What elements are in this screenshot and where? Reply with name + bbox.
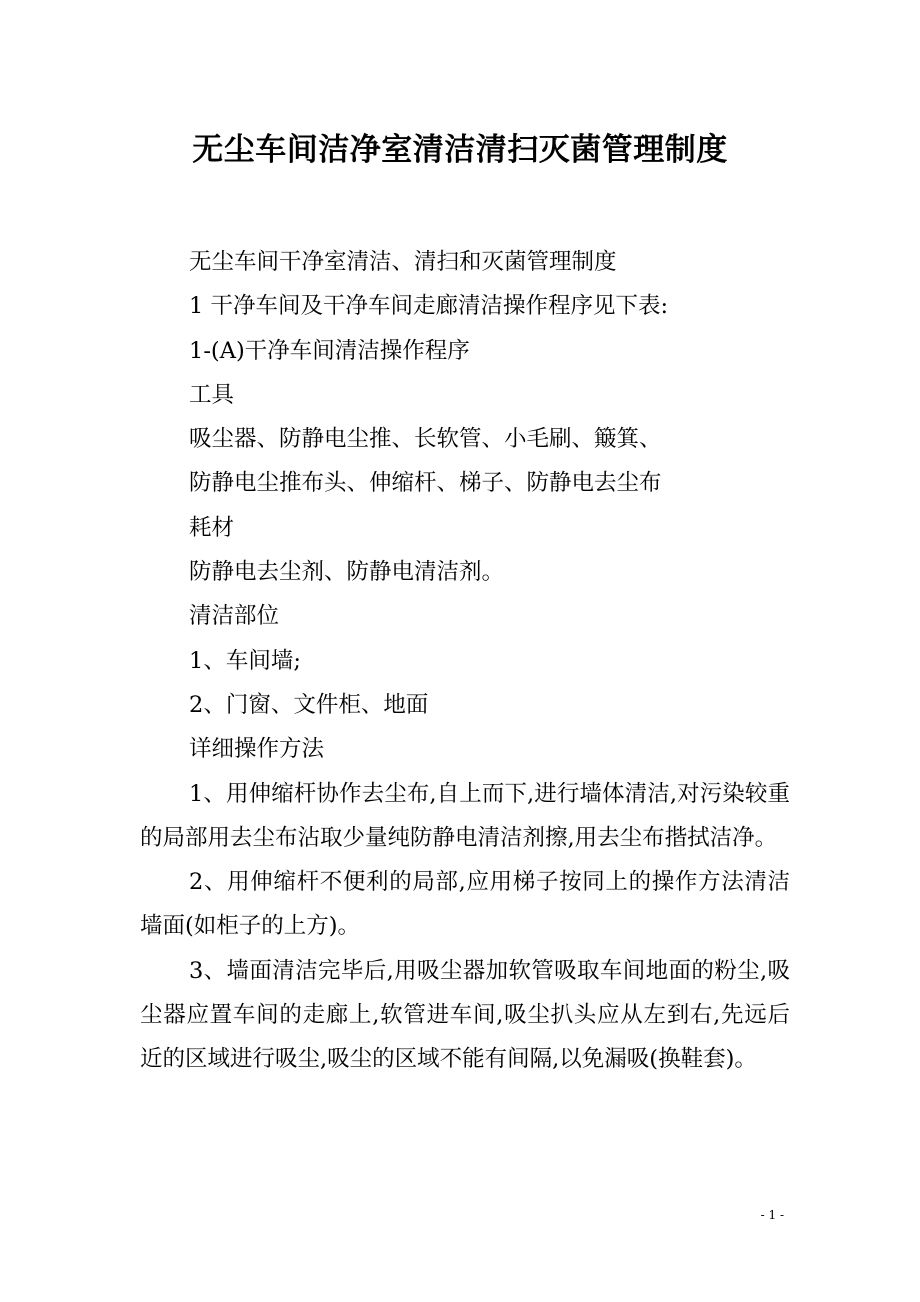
subtitle-line: 无尘车间干净室清洁、清扫和灭菌管理制度 (189, 249, 617, 275)
tools-list-line-2: 防静电尘推布头、伸缩杆、梯子、防静电去尘布 (189, 470, 662, 497)
subsection-heading: 1-(A)干净车间清洁操作程序 (189, 337, 470, 364)
procedure-paragraph: 3、墙面清洁完毕后,用吸尘器加软管吸取车间地面的粉尘,吸尘器应置车间的走廊上,软管进车间,吸尘扒头应从左到右,先远后近的区域进行吸尘,吸尘的区域不能有间隔,以免漏吸(换鞋套)。 (140, 957, 790, 1073)
section-heading: 1 干净车间及干净车间走廊清洁操作程序见下表: (189, 293, 669, 320)
document-body (140, 240, 790, 1082)
cleaning-areas-label: 清洁部位 (189, 603, 280, 630)
consumables-list: 防静电去尘剂、防静电清洁剂。 (189, 559, 505, 586)
procedure-paragraph: 1、用伸缩杆协作去尘布,自上而下,进行墙体清洁,对污染较重的局部用去尘布沾取少量纯防静电清洁剂擦,用去尘布揩拭洁净。 (140, 780, 790, 851)
procedure-label: 详细操作方法 (189, 736, 325, 763)
cleaning-area-item: 1、车间墙; (189, 647, 301, 674)
consumables-label: 耗材 (189, 514, 235, 541)
cleaning-area-item: 2、门窗、文件柜、地面 (189, 691, 429, 718)
tools-label: 工具 (189, 381, 235, 408)
procedure-paragraph: 2、用伸缩杆不便利的局部,应用梯子按同上的操作方法清洁墙面(如柜子的上方)。 (140, 869, 790, 940)
page-number: - 1 - (760, 1208, 784, 1222)
document-title: 无尘车间洁净室清洁清扫灭菌管理制度 (192, 132, 728, 168)
tools-list-line-1: 吸尘器、防静电尘推、长软管、小毛刷、簸箕、 (189, 426, 662, 453)
